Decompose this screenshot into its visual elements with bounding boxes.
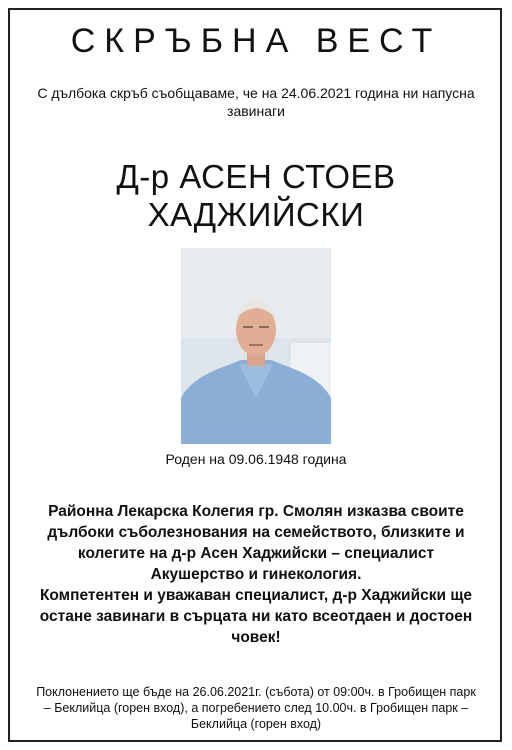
condolence-line: дълбоки съболезнования на семейството, близките и (47, 524, 465, 541)
condolence-line: остане завинаги в сърцата ни като всеотдаен и достоен (39, 608, 473, 625)
condolence-text (18, 501, 494, 648)
funeral-info (18, 684, 494, 732)
portrait-photo (181, 248, 331, 444)
deceased-name (0, 158, 512, 234)
condolence-line: човек! (231, 629, 281, 646)
portrait-illustration (181, 248, 331, 444)
condolence-line: колегите на д-р Асен Хаджийски – специалист (77, 545, 435, 562)
condolence-line: Районна Лекарска Колегия гр. Смолян изказва своите (48, 503, 464, 520)
funeral-line: – Беклийца (горен вход), а погребението след 10.00ч. в Гробищен парк – (43, 701, 469, 715)
name-line: ХАДЖИЙСКИ (147, 196, 365, 233)
funeral-line: Поклонението ще бъде на 26.06.2021г. (събота) от 09:00ч. в Гробищен парк (36, 685, 476, 699)
funeral-line: Беклийца (горен вход) (190, 717, 322, 731)
name-line: Д-р АСЕН СТОЕВ (116, 158, 396, 195)
obituary-title: СКРЪБНА ВЕСТ (70, 22, 442, 60)
intro-line: С дълбока скръб съобщаваме, че на 24.06.2021 година ни напусна (37, 85, 475, 101)
birth-date-text: Роден на 09.06.1948 година (165, 451, 347, 467)
condolence-line: Акушерство и гинекология. (150, 566, 362, 583)
intro-line: завинаги (227, 103, 285, 119)
condolence-line: Компетентен и уважаван специалист, д-р Хаджийски ще (39, 587, 473, 604)
intro-text (18, 84, 494, 120)
